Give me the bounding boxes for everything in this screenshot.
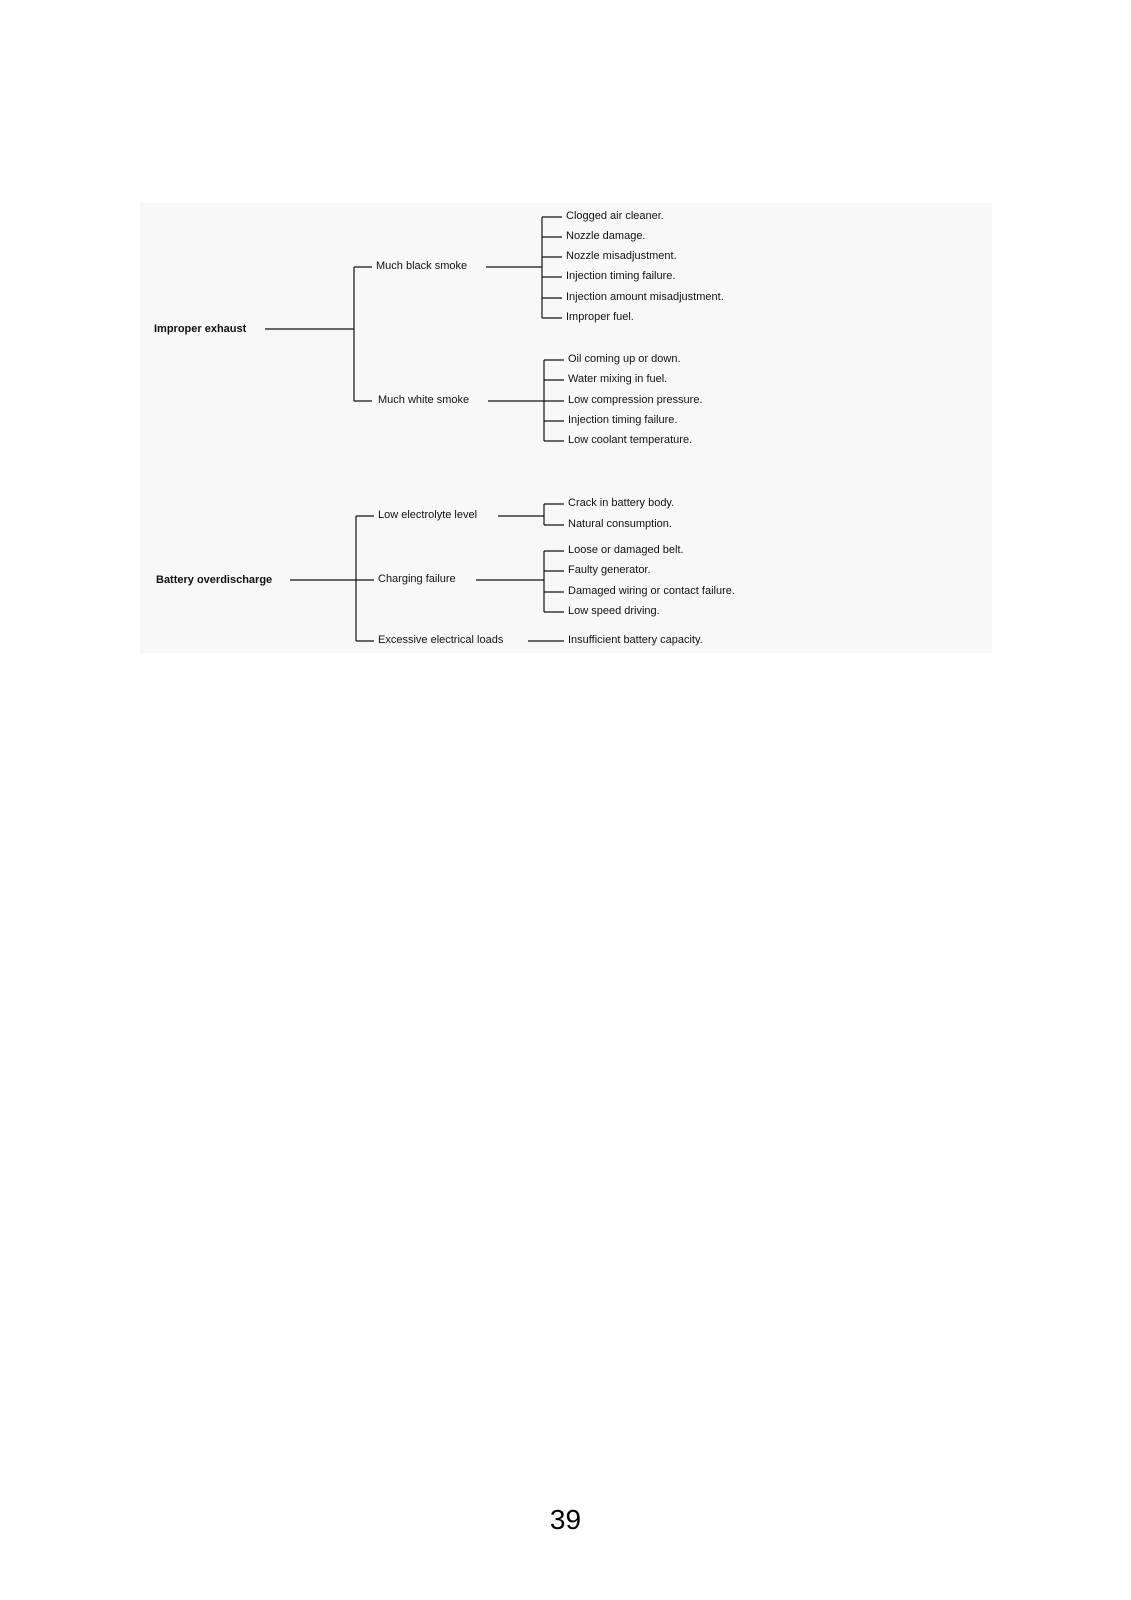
root-battery-overdischarge: Battery overdischarge — [156, 574, 273, 586]
cause-item: Water mixing in fuel. — [568, 373, 668, 385]
cause-item: Damaged wiring or contact failure. — [568, 585, 735, 597]
cause-item: Injection timing failure. — [568, 414, 678, 426]
cause-item: Nozzle misadjustment. — [566, 250, 677, 262]
branch-low-electrolyte-level: Low electrolyte level — [378, 509, 478, 521]
cause-item: Low speed driving. — [568, 605, 660, 617]
root-improper-exhaust: Improper exhaust — [154, 323, 247, 335]
cause-item: Injection timing failure. — [566, 270, 676, 282]
cause-item: Injection amount misadjustment. — [566, 291, 724, 303]
cause-item: Improper fuel. — [566, 311, 634, 323]
cause-item: Low coolant temperature. — [568, 434, 693, 446]
branch-excessive-electrical-loads: Excessive electrical loads — [378, 634, 504, 646]
cause-item: Low compression pressure. — [568, 394, 703, 406]
cause-item: Loose or damaged belt. — [568, 544, 684, 556]
cause-item: Clogged air cleaner. — [566, 210, 664, 222]
cause-item: Oil coming up or down. — [568, 353, 681, 365]
cause-item: Natural consumption. — [568, 518, 672, 530]
branch-much-black-smoke: Much black smoke — [376, 260, 468, 272]
cause-item: Nozzle damage. — [566, 230, 646, 242]
branch-charging-failure: Charging failure — [378, 573, 456, 585]
branch-much-white-smoke: Much white smoke — [378, 394, 470, 406]
cause-item: Faulty generator. — [568, 564, 651, 576]
cause-item: Crack in battery body. — [568, 497, 675, 509]
cause-item: Insufficient battery capacity. — [568, 634, 703, 646]
page-number: 39 — [549, 1504, 582, 1535]
